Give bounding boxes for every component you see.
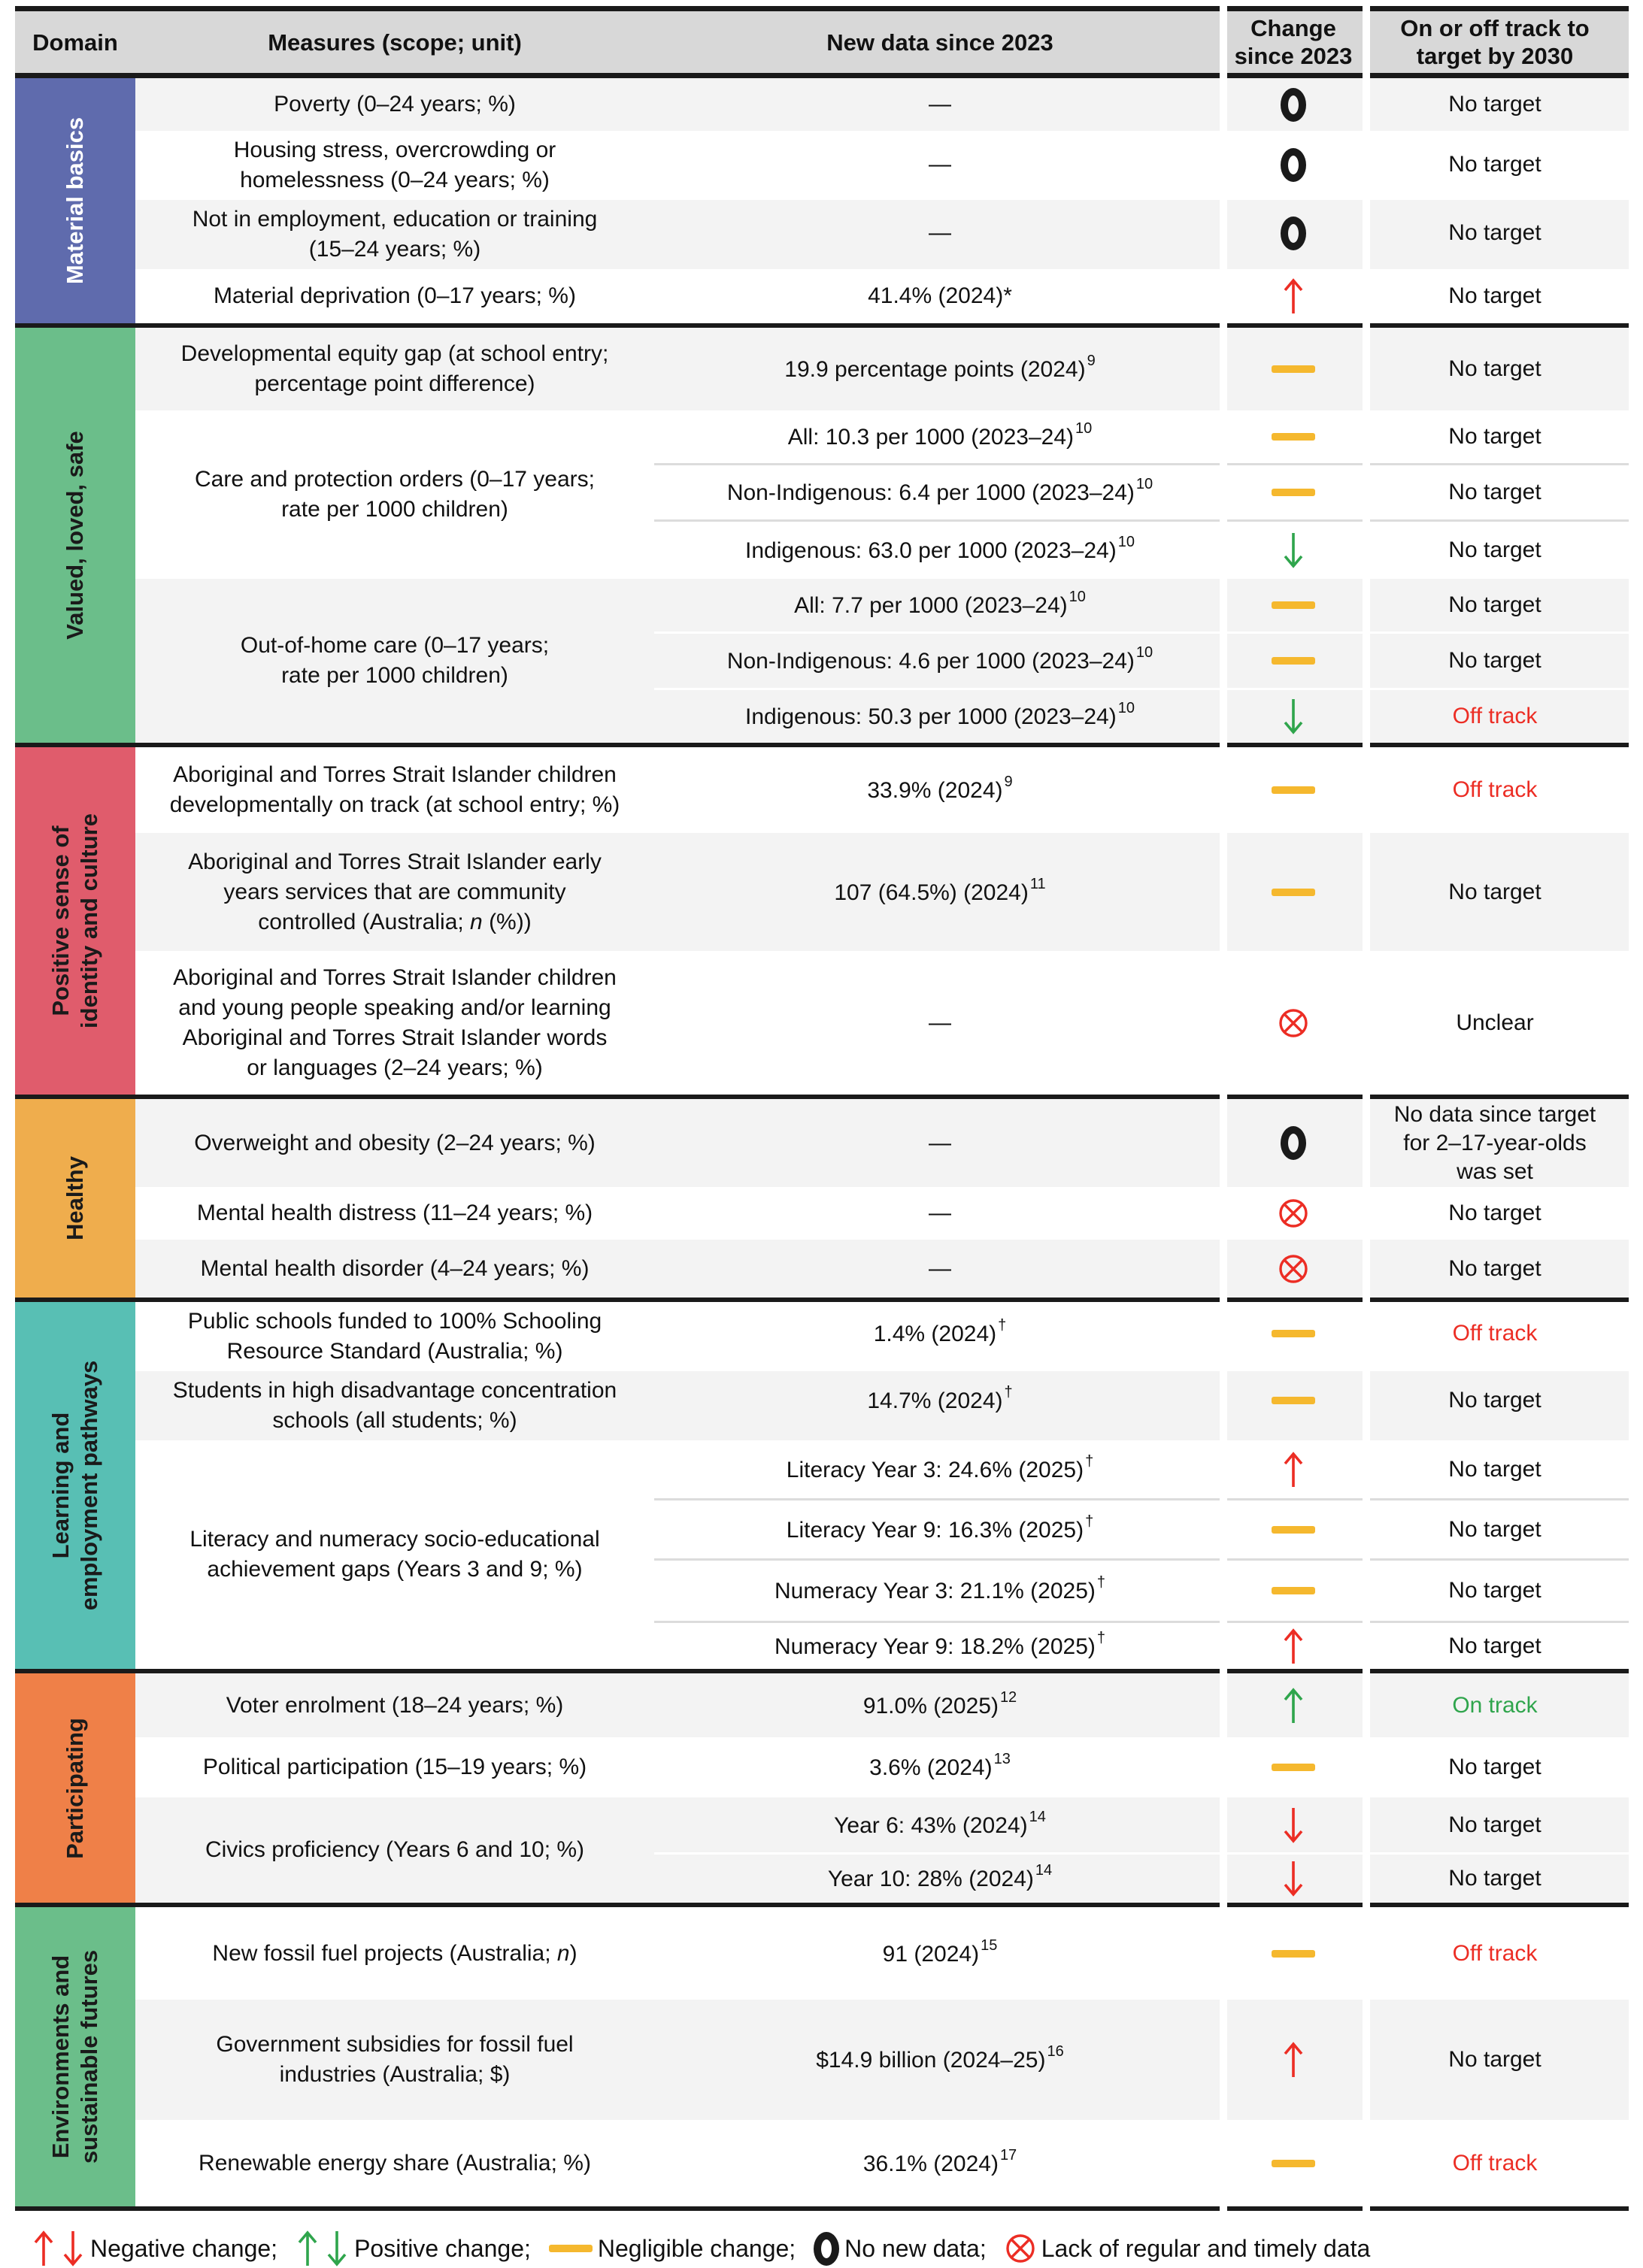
change-cell	[1226, 1673, 1361, 1737]
table-body	[15, 78, 1629, 2211]
change-cell	[1226, 1500, 1361, 1558]
track-cell: On track	[1452, 1692, 1538, 1718]
measure-cell: Mental health distress (11–24 years; %)	[196, 1201, 593, 1225]
measure-group	[135, 410, 1629, 579]
measure-group	[135, 78, 1629, 131]
data-cell: 91 (2024) $^{15}$	[882, 1936, 998, 1967]
legend-label: No new data;	[844, 2234, 987, 2262]
domain-label: Positive sense of identity and culture	[47, 813, 102, 1028]
data-cell: All: 10.3 per 1000 (2023–24) $^{10}$	[787, 420, 1093, 450]
change-cell	[1226, 269, 1361, 323]
measure-group	[135, 2120, 1629, 2206]
table-row	[654, 1187, 1629, 1240]
measure-group	[135, 2000, 1629, 2120]
table-row	[654, 269, 1629, 323]
legend-label: Negligible change;	[597, 2234, 796, 2262]
data-cell: 14.7% (2024) †	[867, 1384, 1013, 1413]
change-cell	[1226, 1561, 1361, 1621]
track-cell: No target	[1448, 1201, 1541, 1225]
irregular-data-icon	[1278, 1007, 1309, 1039]
change-cell	[1226, 1240, 1361, 1298]
change-cell	[1226, 410, 1361, 463]
negligible-change-icon	[1272, 889, 1315, 896]
change-cell	[1226, 690, 1361, 743]
track-cell: No target	[1448, 92, 1541, 117]
no-new-data-icon	[814, 2232, 839, 2266]
table-row	[654, 1240, 1629, 1298]
table-row	[654, 1302, 1629, 1364]
table-row	[654, 1371, 1629, 1430]
column-divider-gap	[1220, 6, 1227, 2211]
measure-cell: Aboriginal and Torres Strait Islander children developmentally on track (at school entry; %)	[169, 762, 620, 817]
change-cell	[1226, 747, 1361, 833]
change-cell	[1226, 1440, 1361, 1498]
decrease-negative-arrow-icon	[1281, 1859, 1305, 1898]
track-cell: No target	[1448, 1456, 1541, 1482]
indicator-summary-table	[15, 6, 1629, 2211]
measure-group	[135, 833, 1629, 951]
column-divider-gap	[1363, 6, 1370, 2211]
negligible-change-icon	[549, 2245, 593, 2252]
change-cell	[1226, 1797, 1361, 1852]
measure-group	[135, 1797, 1629, 1903]
data-cell: 19.9 percentage points (2024) $^9$	[784, 353, 1096, 382]
track-cell: Off track	[1452, 1940, 1538, 1966]
irregular-data-icon	[1278, 1253, 1309, 1285]
measure-cell: Care and protection orders (0–17 years; rate per 1000 children)	[195, 467, 595, 522]
table-row	[654, 1498, 1629, 1558]
track-cell: No target	[1448, 1812, 1541, 1837]
track-cell: No target	[1448, 537, 1541, 562]
data-cell: 107 (64.5%) (2024) $^{11}$	[834, 875, 1046, 905]
change-cell	[1226, 1371, 1361, 1430]
section-environments-and-sustainable-futures	[15, 1907, 1629, 2211]
data-cell: —	[929, 220, 951, 245]
measure-cell: Material deprivation (0–17 years; %)	[214, 283, 576, 308]
data-cell: 3.6% (2024) $^{13}$	[869, 1751, 1011, 1780]
table-row	[654, 1907, 1629, 2000]
change-cell	[1226, 833, 1361, 951]
negligible-change-icon	[1272, 433, 1315, 441]
table-row	[654, 1797, 1629, 1852]
domain-band	[15, 1673, 135, 1903]
data-cell: —	[929, 1255, 951, 1281]
increase-negative-arrow-icon	[1281, 2040, 1305, 2079]
increase-negative-arrow-icon	[1281, 1450, 1305, 1489]
negligible-change-icon	[1272, 657, 1315, 665]
table-row	[654, 579, 1629, 631]
legend-item	[296, 2229, 541, 2268]
table-row	[654, 1737, 1629, 1797]
table-row	[654, 1558, 1629, 1621]
negligible-change-icon	[1272, 1764, 1315, 1771]
data-cell: 41.4% (2024)*	[868, 283, 1012, 308]
measure-group	[135, 1240, 1629, 1298]
measure-cell: Housing stress, overcrowding or homelessness (0–24 years; %)	[233, 138, 556, 192]
measure-cell: Overweight and obesity (2–24 years; %)	[194, 1130, 596, 1155]
measure-group	[135, 1099, 1629, 1187]
data-cell: 33.9% (2024) $^9$	[867, 774, 1013, 803]
increase-positive-arrow-icon	[296, 2229, 320, 2268]
increase-positive-arrow-icon	[1281, 1686, 1305, 1725]
measure-group	[135, 951, 1629, 1095]
data-cell: $14.9 billion (2024–25) $^{16}$	[816, 2043, 1064, 2073]
decrease-negative-arrow-icon	[61, 2229, 85, 2268]
change-cell	[1226, 1099, 1361, 1187]
measure-cell: Developmental equity gap (at school entry; percentage point difference)	[180, 341, 609, 396]
track-cell: Off track	[1452, 2150, 1538, 2176]
table-row	[654, 2000, 1629, 2120]
decrease-positive-arrow-icon	[325, 2229, 349, 2268]
data-cell: Indigenous: 50.3 per 1000 (2023–24) $^{10}$	[745, 700, 1135, 729]
change-cell	[1226, 1623, 1361, 1669]
table-row	[654, 131, 1629, 198]
measure-cell: Aboriginal and Torres Strait Islander children and young people speaking and/or learning Aboriginal and Torres Strait Islander words or languages (2–24 years; %)	[173, 964, 617, 1080]
measure-cell: Political participation (15–19 years; %)	[202, 1755, 587, 1779]
legend	[32, 2229, 1643, 2268]
measure-group	[135, 1302, 1629, 1371]
track-cell: No target	[1448, 220, 1541, 245]
negligible-change-icon	[1272, 1587, 1315, 1594]
track-cell: Unclear	[1456, 1010, 1534, 1035]
track-cell: No data since target for 2–17-year-olds was set	[1393, 1101, 1596, 1184]
measure-group	[135, 269, 1629, 323]
change-cell	[1226, 1187, 1361, 1240]
negligible-change-icon	[1272, 786, 1315, 794]
table-row	[654, 951, 1629, 1095]
section-learning-and-employment-pathways	[15, 1302, 1629, 1673]
legend-item	[814, 2232, 997, 2266]
measure-group	[135, 328, 1629, 410]
increase-negative-arrow-icon	[32, 2229, 56, 2268]
table-header-row	[15, 6, 1629, 78]
track-cell: Off track	[1452, 704, 1538, 728]
track-cell: Off track	[1452, 777, 1538, 802]
measure-cell: Government subsidies for fossil fuel industries (Australia; $)	[216, 2032, 574, 2087]
header-track: On or off track to target by 2030	[1400, 15, 1590, 69]
track-cell: No target	[1448, 1755, 1541, 1779]
measure-cell: Voter enrolment (18–24 years; %)	[226, 1692, 564, 1718]
track-cell: No target	[1448, 592, 1541, 617]
section-valued-loved-safe	[15, 328, 1629, 747]
track-cell: No target	[1448, 480, 1541, 504]
data-cell: Year 6: 43% (2024) $^{14}$	[834, 1808, 1046, 1838]
domain-band	[15, 1099, 135, 1298]
measure-group	[135, 579, 1629, 743]
measure-group	[135, 1371, 1629, 1440]
change-cell	[1226, 579, 1361, 631]
negligible-change-icon	[1272, 601, 1315, 609]
track-cell: No target	[1448, 152, 1541, 177]
legend-item	[1005, 2233, 1381, 2264]
negligible-change-icon	[1272, 365, 1315, 373]
change-cell	[1226, 2000, 1361, 2120]
measure-group	[135, 747, 1629, 833]
domain-label: Valued, loved, safe	[62, 431, 88, 640]
decrease-negative-arrow-icon	[1281, 1806, 1305, 1845]
domain-label: Participating	[62, 1717, 88, 1859]
track-cell: No target	[1448, 1866, 1541, 1891]
track-cell: No target	[1448, 1255, 1541, 1281]
legend-item	[32, 2229, 288, 2268]
measure-cell: Poverty (0–24 years; %)	[274, 92, 516, 117]
measure-group	[135, 1673, 1629, 1737]
irregular-data-icon	[1278, 1198, 1309, 1229]
section-material-basics	[15, 78, 1629, 328]
section-positive-sense-of-identity-and-culture	[15, 747, 1629, 1099]
table-row	[654, 328, 1629, 410]
change-cell	[1226, 328, 1361, 410]
increase-negative-arrow-icon	[1281, 1627, 1305, 1666]
measure-cell: Renewable energy share (Australia; %)	[199, 2150, 591, 2176]
legend-item	[549, 2235, 806, 2263]
track-cell: No target	[1448, 2047, 1541, 2072]
measure-group	[135, 1187, 1629, 1240]
domain-band	[15, 1302, 135, 1669]
measure-group	[135, 200, 1629, 269]
legend-label: Positive change;	[354, 2234, 531, 2262]
track-cell: No target	[1448, 1633, 1541, 1658]
change-cell	[1226, 522, 1361, 579]
table-row	[654, 463, 1629, 519]
no-new-data-icon	[1281, 148, 1306, 182]
irregular-data-icon	[1005, 2233, 1036, 2264]
domain-label: Learning and employment pathways	[47, 1360, 102, 1611]
table-row	[654, 2120, 1629, 2206]
table-row	[654, 833, 1629, 951]
track-cell: No target	[1448, 648, 1541, 673]
domain-band	[15, 747, 135, 1095]
header-measures: Measures (scope; unit)	[268, 29, 522, 56]
track-cell: Off track	[1452, 1320, 1538, 1346]
increase-negative-arrow-icon	[1281, 277, 1305, 316]
table-row	[654, 519, 1629, 579]
negligible-change-icon	[1272, 1526, 1315, 1534]
track-cell: No target	[1448, 1388, 1541, 1413]
header-change: Change since 2023	[1234, 15, 1353, 69]
measure-cell: Civics proficiency (Years 6 and 10; %)	[205, 1837, 585, 1862]
no-new-data-icon	[1281, 217, 1306, 250]
table-row	[654, 1621, 1629, 1669]
negligible-change-icon	[1272, 1950, 1315, 1958]
track-cell: No target	[1448, 879, 1541, 904]
change-cell	[1226, 1855, 1361, 1903]
change-cell	[1226, 78, 1361, 131]
change-cell	[1226, 131, 1361, 198]
data-cell: —	[929, 152, 951, 177]
track-cell: No target	[1448, 283, 1541, 308]
table-row	[654, 1673, 1629, 1737]
measure-cell: Out-of-home care (0–17 years; rate per 1000 children)	[240, 633, 550, 688]
data-cell: Indigenous: 63.0 per 1000 (2023–24) $^{10}$	[745, 534, 1135, 563]
table-row	[654, 1440, 1629, 1498]
data-cell: Numeracy Year 9: 18.2% (2025) †	[774, 1629, 1106, 1659]
change-cell	[1226, 1737, 1361, 1797]
legend-label: Lack of regular and timely data	[1041, 2234, 1371, 2262]
section-healthy	[15, 1099, 1629, 1302]
table-row	[654, 631, 1629, 688]
change-cell	[1226, 1907, 1361, 2000]
data-cell: 36.1% (2024) $^{17}$	[862, 2146, 1017, 2176]
no-new-data-icon	[1281, 1126, 1306, 1160]
table-row	[654, 688, 1629, 743]
change-cell	[1226, 951, 1361, 1095]
no-new-data-icon	[1281, 88, 1306, 122]
measure-group	[135, 1737, 1629, 1797]
track-cell: No target	[1448, 1516, 1541, 1542]
measure-cell: Students in high disadvantage concentration schools (all students; %)	[172, 1378, 617, 1433]
domain-band	[15, 78, 135, 323]
measure-group	[135, 1440, 1629, 1669]
measure-group	[135, 131, 1629, 200]
header-domain: Domain	[32, 29, 118, 56]
track-cell: No target	[1448, 356, 1541, 381]
measure-cell: Mental health disorder (4–24 years; %)	[200, 1255, 590, 1281]
negligible-change-icon	[1272, 1397, 1315, 1404]
measure-cell: New fossil fuel projects (Australia; n)	[212, 1940, 577, 1966]
data-cell: Numeracy Year 3: 21.1% (2025) †	[774, 1574, 1106, 1603]
measure-cell: Literacy and numeracy socio-educational achievement gaps (Years 3 and 9; %)	[189, 1527, 600, 1582]
table-row	[654, 1852, 1629, 1903]
data-cell: Literacy Year 3: 24.6% (2025) †	[786, 1452, 1094, 1482]
data-cell: All: 7.7 per 1000 (2023–24) $^{10}$	[794, 589, 1086, 618]
data-cell: —	[929, 92, 951, 117]
decrease-positive-arrow-icon	[1281, 531, 1305, 570]
table-row	[654, 78, 1629, 131]
section-participating	[15, 1673, 1629, 1907]
data-cell: Non-Indigenous: 4.6 per 1000 (2023–24) $^{10}$	[726, 644, 1153, 674]
data-cell: Year 10: 28% (2024) $^{14}$	[827, 1862, 1053, 1891]
decrease-positive-arrow-icon	[1281, 697, 1305, 736]
measure-cell: Public schools funded to 100% Schooling Resource Standard (Australia; %)	[187, 1309, 602, 1364]
domain-label: Environments and sustainable futures	[47, 1949, 102, 2164]
negligible-change-icon	[1272, 2160, 1315, 2167]
data-cell: —	[929, 1201, 951, 1225]
measure-cell: Aboriginal and Torres Strait Islander early years services that are community controlled (Australia; n (%))	[188, 849, 602, 934]
domain-label: Healthy	[62, 1156, 88, 1240]
table-row	[654, 1099, 1629, 1187]
change-cell	[1226, 634, 1361, 688]
domain-band	[15, 1907, 135, 2206]
data-cell: —	[929, 1010, 951, 1035]
negligible-change-icon	[1272, 1330, 1315, 1337]
data-cell: —	[929, 1130, 951, 1155]
header-new-data: New data since 2023	[826, 29, 1053, 56]
measure-cell: Not in employment, education or training (15–24 years; %)	[192, 207, 598, 262]
change-cell	[1226, 2120, 1361, 2206]
change-cell	[1226, 465, 1361, 519]
domain-label: Material basics	[62, 117, 88, 285]
track-cell: No target	[1448, 424, 1541, 449]
table-row	[654, 747, 1629, 833]
measure-group	[135, 1907, 1629, 2000]
change-cell	[1226, 1302, 1361, 1364]
track-cell: No target	[1448, 1578, 1541, 1603]
data-cell: 91.0% (2025) $^{12}$	[862, 1688, 1017, 1718]
table-row	[654, 200, 1629, 266]
table-row	[654, 410, 1629, 463]
data-cell: 1.4% (2024) †	[873, 1316, 1007, 1346]
change-cell	[1226, 200, 1361, 266]
domain-band	[15, 328, 135, 743]
negligible-change-icon	[1272, 489, 1315, 496]
data-cell: Literacy Year 9: 16.3% (2025) †	[786, 1513, 1094, 1543]
data-cell: Non-Indigenous: 6.4 per 1000 (2023–24) $^{10}$	[726, 476, 1153, 505]
legend-label: Negative change;	[90, 2234, 278, 2262]
